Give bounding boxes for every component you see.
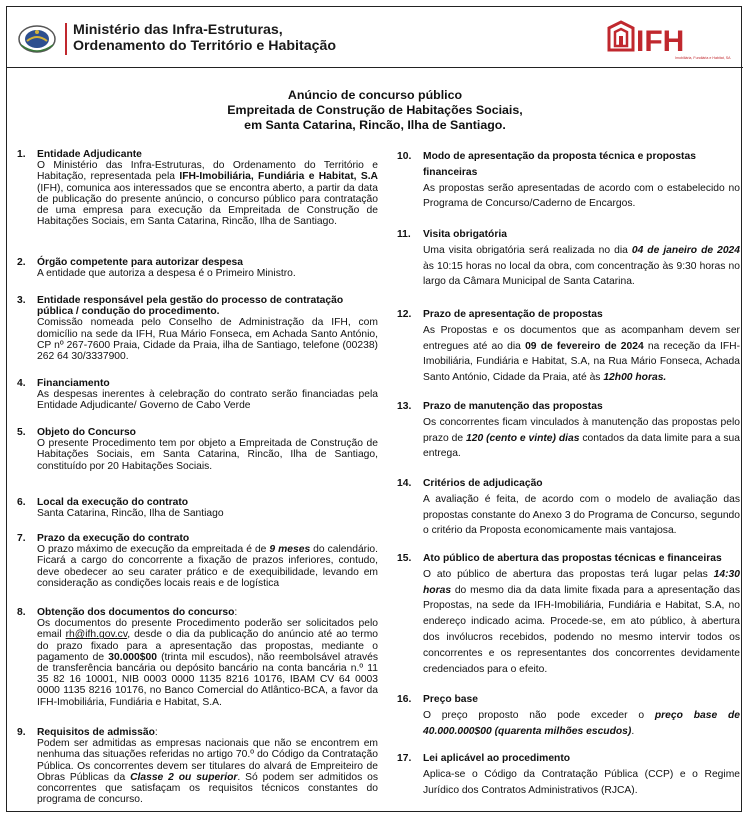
section-heading: Prazo de manutenção das propostas xyxy=(423,401,603,412)
section-heading: Ato público de abertura das propostas técnicas e financeiras xyxy=(423,553,722,564)
section-number: 9. xyxy=(17,727,26,738)
section-body: O presente Procedimento tem por objeto a Empreitada de Construção de Habitações Sociais, em Santa Catarina, Rincão, Ilha de Santiago, constituído por 20 Habitações Sociais. xyxy=(37,438,378,472)
section-heading: Preço base xyxy=(423,694,478,705)
page-header xyxy=(7,7,743,68)
section-3 xyxy=(13,295,378,362)
section-number: 1. xyxy=(17,149,26,160)
section-10 xyxy=(397,149,740,212)
svg-text:Imobiliária, Fundiária e Habit: Imobiliária, Fundiária e Habitat, SA xyxy=(675,56,731,60)
ministry-name xyxy=(73,23,336,54)
section-body: Uma visita obrigatória será realizada no dia 04 de janeiro de 2024 às 10:15 horas no local da obra, com concentração às 9:30 horas no largo da Câmara Municipal de Santa Catarina. xyxy=(423,244,741,288)
section-heading: Prazo de apresentação de propostas xyxy=(423,309,603,320)
section-body: A avaliação é feita, de acordo com o modelo de avaliação das propostas constante do Anexo 3 do Programa de Concurso, segundo o critério da Proposta economicamente mais vantajosa. xyxy=(423,493,740,537)
section-body: Aplica-se o Código da Contratação Pública (CCP) e o Regime Jurídico dos Contratos Administrativos (RJCA). xyxy=(423,768,740,796)
section-body: Os concorrentes ficam vinculados à manutenção das propostas pelo prazo de 120 (cento e vinte) dias contados da data limite para a sua entrega. xyxy=(423,416,740,460)
section-7 xyxy=(13,533,378,589)
section-number: 13. xyxy=(397,401,412,412)
section-number: 7. xyxy=(17,533,26,544)
section-body: Santa Catarina, Rincão, Ilha de Santiago xyxy=(37,508,224,520)
section-heading: Entidade Adjudicante xyxy=(37,149,142,160)
section-number: 2. xyxy=(17,257,26,268)
section-12 xyxy=(397,307,740,386)
section-body: Os documentos do presente Procedimento poderão ser solicitados pelo email rh@ifh.gov.cv, desde o dia da publicação do anúncio até ao termo do prazo fixado para a apresentação das propostas, mediante o pagamento de 30.000$00 (trinta mil escudos), não reembolsável através de transferência bancária ou depósito bancário na conta bancária n.º 11 35 82 16 10001, NIB 0003 0000 1135 8216 10176, IBAM CV 64 0003 0000 1135 8216 10176, no Banco Comercial do Atlântico-BCA, a favor da IFH-Imobiliária, Fundiária e Habitat, S.A. xyxy=(37,618,379,708)
section-heading: Prazo da execução do contrato xyxy=(37,533,190,544)
section-8 xyxy=(13,607,378,708)
section-number: 6. xyxy=(17,497,26,508)
section-number: 10. xyxy=(397,151,412,162)
title-line-3: em Santa Catarina, Rincão, Ilha de Santiago. xyxy=(244,118,506,132)
ministry-line-1: Ministério das Infra-Estruturas, xyxy=(73,22,283,38)
section-number: 12. xyxy=(397,309,412,320)
section-6 xyxy=(13,497,378,519)
section-body: As despesas inerentes à celebração do contrato serão financiadas pela Entidade Adjudicante/ Governo de Cabo Verde xyxy=(37,389,378,412)
title-line-1: Anúncio de concurso público xyxy=(287,88,463,102)
section-body: O prazo máximo de execução da empreitada é de 9 meses do calendário. Ficará a cargo do concorrente a fixação de prazos inferiores, contudo, deve obedecer ao seu carater prático e de exequibilidade, levando em consideração as condições locais reais e de logística xyxy=(37,544,378,589)
ministry-line-2: Ordenamento do Território e Habitação xyxy=(73,37,337,54)
section-body: As Propostas e os documentos que as acompanham devem ser entregues até ao dia 09 de fevereiro de 2024 na receção da IFH-Imobiliária, Fundiária e Habitat, S.A, na Rua Mário Fonseca, Achada Santo António, Cidade da Praia, até às 12h00 horas. xyxy=(423,324,741,384)
section-heading: Visita obrigatória xyxy=(423,229,507,240)
section-5 xyxy=(13,427,378,472)
section-number: 3. xyxy=(17,295,26,306)
section-heading: Local da execução do contrato xyxy=(37,497,189,508)
section-11 xyxy=(397,227,740,290)
section-heading: Critérios de adjudicação xyxy=(423,478,543,489)
section-9 xyxy=(13,727,378,805)
coat-of-arms-icon xyxy=(17,23,57,55)
section-heading: Requisitos de admissão: xyxy=(37,727,158,738)
section-15 xyxy=(397,551,740,677)
section-number: 15. xyxy=(397,553,412,564)
section-14 xyxy=(397,476,740,539)
section-body: O preço proposto não pode exceder o preço base de 40.000.000$00 (quarenta milhões escudos). xyxy=(423,709,740,737)
section-body: Comissão nomeada pelo Conselho de Administração da IFH, com domicílio na sede da IFH, Rua Mário Fonseca, em Achada Santo António, CP nº 267-7600 Praia, Cidade da Praia, ilha de Santiago, telefone (00238) 262 64 30/3337900. xyxy=(37,317,378,363)
section-number: 8. xyxy=(17,607,26,618)
section-heading: Financiamento xyxy=(37,378,110,389)
notice-title xyxy=(7,88,743,133)
section-16 xyxy=(397,692,740,739)
notice-frame xyxy=(6,6,742,812)
section-number: 14. xyxy=(397,478,412,489)
section-heading: Órgão competente para autorizar despesa xyxy=(37,257,244,268)
svg-text:IFH: IFH xyxy=(636,25,685,58)
section-4 xyxy=(13,378,378,412)
section-heading: Lei aplicável ao procedimento xyxy=(423,753,571,764)
section-heading: Obtenção dos documentos do concurso: xyxy=(37,607,238,618)
section-body: O Ministério das Infra-Estruturas, do Ordenamento do Território e Habitação, representada pela IFH-Imobiliária, Fundiária e Habitat, S.A (IFH), comunica aos interessados que se encontra aberto, a partir da data de publicação do presente anúncio, o concurso público para contratação de uma empresa para execução da Empreitada de Construção de Habitações Sociais, em Santa Catarina, Rincão, Ilha de Santiago. xyxy=(37,160,378,228)
section-body: A entidade que autoriza a despesa é o Primeiro Ministro. xyxy=(37,268,296,280)
section-number: 16. xyxy=(397,694,412,705)
ifh-logo-icon xyxy=(605,20,737,62)
section-number: 4. xyxy=(17,378,26,389)
header-divider xyxy=(65,23,67,55)
section-17 xyxy=(397,751,740,798)
section-body: As propostas serão apresentadas de acordo com o estabelecido no Programa de Concurso/Caderno de Encargos. xyxy=(423,182,740,210)
section-body: Podem ser admitidas as empresas nacionais que não se encontrem em nenhuma das situações referidas no artigo 70.º do Código da Contratação Pública. Os concorrentes devem ser titulares do alvará de Empreiteiro de Obras Públicas da Classe 2 ou superior. Só podem ser admitidos os concorrentes que satisfaçam os requisitos técnicos constantes do programa de concurso. xyxy=(37,738,379,806)
section-13 xyxy=(397,399,740,462)
section-heading: Modo de apresentação da proposta técnica e propostas financeiras xyxy=(423,151,696,178)
section-heading: Entidade responsável pela gestão do processo de contratação pública / condução do procedimento. xyxy=(37,295,344,318)
section-number: 11. xyxy=(397,229,411,240)
email-link[interactable]: rh@ifh.gov.cv xyxy=(65,629,128,641)
section-heading: Objeto do Concurso xyxy=(37,427,136,438)
section-body: O ato público de abertura das propostas terá lugar pelas 14:30 horas do mesmo dia da data limite fixada para a apresentação das Propostas, na sede da IFH-Imobiliária, Fundiária e Habitat, S.A, no endereço indicado acima. Procede-se, em ato público, à abertura dos invólucros recebidos, podendo no mesmo intervir todos os concorrentes e os representantes dos concorrentes devidamente credenciados para o efeito. xyxy=(423,568,740,675)
title-line-2: Empreitada de Construção de Habitações Sociais, xyxy=(227,103,523,117)
section-number: 17. xyxy=(397,753,412,764)
section-2 xyxy=(13,257,378,279)
section-number: 5. xyxy=(17,427,26,438)
section-1 xyxy=(13,149,378,227)
